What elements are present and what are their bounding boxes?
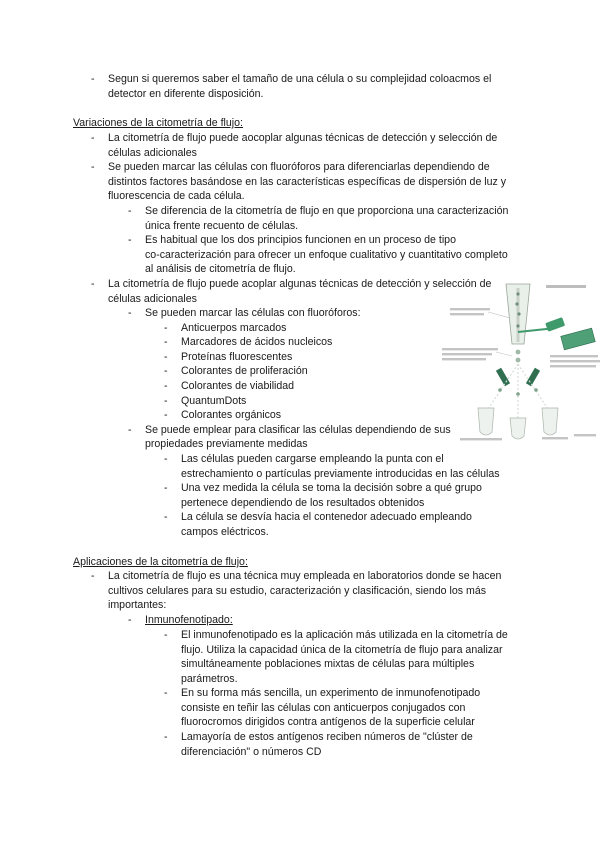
fluoroforo-item: Colorantes orgánicos (181, 409, 282, 421)
bullet-dash: - (91, 132, 95, 144)
bullet-dash: - (164, 409, 168, 421)
intro-text-line-2: detector en diferente disposición. (108, 88, 264, 100)
cell-sorter-diagram-icon (438, 282, 600, 444)
variaciones-b3-line-2: células adicionales (108, 293, 197, 305)
bullet-dash: - (164, 336, 168, 348)
fluoroforo-item: QuantumDots (181, 395, 247, 407)
bullet-dash: - (164, 380, 168, 392)
bullet-dash: - (128, 614, 132, 626)
variaciones-b3-line-1: La citometría de flujo puede acoplar algunas técnicas de detección y selección de (108, 278, 492, 290)
bullet-dash: - (164, 351, 168, 363)
bullet-dash: - (91, 161, 95, 173)
variaciones-b2-sub2-line-3: al análisis de citometría de flujo. (145, 263, 296, 275)
intro-bullet: - (91, 73, 95, 85)
bullet-dash: - (164, 453, 168, 465)
bullet-dash: - (91, 278, 95, 290)
variaciones-b2-line-1: Se pueden marcar las células con fluoróforos para diferenciarlas dependiendo de (108, 161, 490, 173)
variaciones-b2-line-2: distintos factores basándose en las características específicas de dispersión de luz y (108, 176, 507, 188)
inmuno-item-1-line-3: simultáneamente poblaciones mixtas de células para múltiples (181, 658, 475, 670)
bullet-dash: - (164, 629, 168, 641)
clasificar-item-2-line-1: Una vez medida la célula se toma la decisión sobre a qué grupo (181, 482, 482, 494)
variaciones-b1-line-2: células adicionales (108, 147, 197, 159)
inmuno-item-2-line-3: fluorocromos dirigidos contra antígenos de la superficie celular (181, 716, 475, 728)
fluoroforo-item: Marcadores de ácidos nucleicos (181, 336, 333, 348)
aplicaciones-b1-line-1: La citometría de flujo es una técnica muy empleada en laboratorios donde se hacen (108, 570, 502, 582)
inmunofenotipado-label: Inmunofenotipado: (145, 614, 233, 626)
bullet-dash: - (164, 482, 168, 494)
bullet-dash: - (164, 395, 168, 407)
intro-text-line-1: Segun si queremos saber el tamaño de una célula o su complejidad coloacmos el (108, 73, 492, 85)
inmuno-item-3-line-1: Lamayoría de estos antígenos reciben números de "clúster de (181, 731, 473, 743)
aplicaciones-heading: Aplicaciones de la citometría de flujo: (73, 556, 248, 568)
aplicaciones-b1-line-3: importantes: (108, 599, 167, 611)
inmuno-item-3-line-2: diferenciación" o números CD (181, 746, 322, 758)
inmuno-item-1-line-1: El inmunofenotipado es la aplicación más utilizada en la citometría de (181, 629, 508, 641)
clasificar-item-2-line-2: pertenece dependiendo de los resultados obtenidos (181, 497, 425, 509)
fluoroforo-item: Colorantes de viabilidad (181, 380, 295, 392)
fluoroforos-subheading: Se pueden marcar las células con fluoróforos: (145, 307, 361, 319)
clasificar-item-1-line-2: estrechamiento o partículas previamente introducidas en las células (181, 468, 500, 480)
fluoroforo-item: Colorantes de proliferación (181, 365, 308, 377)
inmuno-item-1-line-2: flujo. Utiliza la capacidad única de la citometría de flujo para analizar (181, 644, 503, 656)
variaciones-b2-line-3: fluorescencia de cada célula. (108, 190, 245, 202)
inmuno-item-2-line-1: En su forma más sencilla, un experimento de inmunofenotipado (181, 687, 481, 699)
fluoroforo-item: Proteínas fluorescentes (181, 351, 293, 363)
cell-sorter-illustration (438, 282, 600, 444)
clasificar-item-3-line-1: La célula se desvía hacia el contenedor adecuado empleando (181, 511, 472, 523)
clasificar-line-2: propiedades previamente medidas (145, 438, 308, 450)
inmuno-item-2-line-2: consiste en teñir las células con anticuerpos conjugados con (181, 702, 466, 714)
bullet-dash: - (164, 511, 168, 523)
clasificar-item-1-line-1: Las células pueden cargarse empleando la punta con el (181, 453, 444, 465)
variaciones-b2-sub2-line-1: Es habitual que los dos principios funcionen en un proceso de tipo (145, 234, 456, 246)
bullet-dash: - (164, 365, 168, 377)
bullet-dash: - (128, 307, 132, 319)
bullet-dash: - (128, 234, 132, 246)
bullet-dash: - (164, 687, 168, 699)
clasificar-item-3-line-2: campos eléctricos. (181, 526, 269, 538)
clasificar-line-1: Se puede emplear para clasificar las células dependiendo de sus (145, 424, 451, 436)
variaciones-heading: Variaciones de la citometría de flujo: (73, 117, 243, 129)
variaciones-b2-sub1-line-2: única frente recuento de células. (145, 220, 299, 232)
aplicaciones-b1-line-2: cultivos celulares para su estudio, caracterización y clasificación, siendo los más (108, 585, 487, 597)
variaciones-b2-sub2-line-2: co-caracterización para ofrecer un enfoque cualitativo y cuantitativo completo (145, 249, 508, 261)
inmuno-item-1-line-4: parámetros. (181, 673, 238, 685)
variaciones-b1-line-1: La citometría de flujo puede aocoplar algunas técnicas de detección y selección de (108, 132, 498, 144)
bullet-dash: - (164, 322, 168, 334)
fluoroforo-item: Anticuerpos marcados (181, 322, 287, 334)
bullet-dash: - (128, 424, 132, 436)
bullet-dash: - (91, 570, 95, 582)
variaciones-b2-sub1-line-1: Se diferencia de la citometría de flujo en que proporciona una caracterización (145, 205, 509, 217)
bullet-dash: - (164, 731, 168, 743)
bullet-dash: - (128, 205, 132, 217)
